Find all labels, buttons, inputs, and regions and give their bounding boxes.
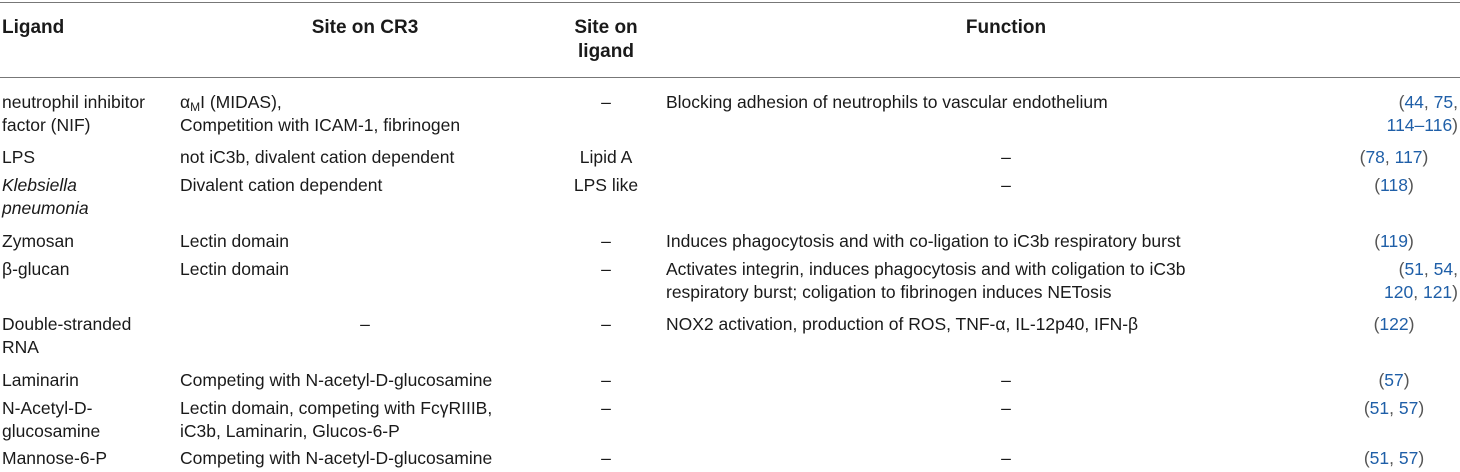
ref-paren: ( — [1378, 370, 1385, 390]
table-row-site-ligand: – — [601, 370, 611, 390]
table-row-function: – — [1001, 448, 1011, 468]
ligand-line: glucosamine — [2, 421, 101, 441]
table-row-site-cr3 — [180, 397, 550, 443]
table-row-refs — [1330, 174, 1458, 197]
ligand-line: pneumonia — [2, 198, 89, 218]
table-row-function: – — [1001, 147, 1011, 167]
ref-paren: ) — [1422, 147, 1429, 167]
ref-link[interactable]: 57 — [1384, 370, 1404, 390]
ref-sep: , — [1389, 398, 1399, 418]
function-line: Blocking adhesion of neutrophils to vascular endothelium — [666, 92, 1108, 112]
table-row-function: NOX2 activation, production of ROS, TNF-α, IL-12p40, IFN-β — [666, 314, 1139, 334]
header-site-on-ligand-line1: Site on — [574, 17, 638, 38]
table-row-function — [666, 258, 1286, 304]
function-line: Activates integrin, induces phagocytosis and with coligation to iC3b — [666, 259, 1186, 279]
header-site-on-ligand-line2: ligand — [578, 41, 634, 62]
header-site-on-ligand — [558, 16, 654, 64]
ref-paren: ) — [1418, 398, 1425, 418]
table-row-site-cr3: Divalent cation dependent — [180, 175, 383, 195]
ref-paren: ( — [1373, 314, 1380, 334]
site-cr3-line: Competition with ICAM-1, fibrinogen — [180, 115, 461, 135]
header-ligand: Ligand — [2, 17, 65, 38]
table-row-refs — [1330, 397, 1458, 420]
table-row-ligand: β-glucan — [2, 259, 70, 279]
table-row-ligand — [2, 174, 170, 220]
table-row-ligand — [2, 397, 170, 443]
header-rule — [0, 77, 1460, 78]
table-row-site-ligand: – — [601, 259, 611, 279]
table-row-function: – — [1001, 398, 1011, 418]
ligand-line: N-Acetyl-D- — [2, 398, 93, 418]
ref-sep: , — [1413, 282, 1423, 302]
ref-link[interactable]: 51 — [1369, 448, 1390, 468]
table-top-rule — [0, 2, 1460, 3]
table-row-ligand: Zymosan — [2, 231, 74, 251]
ref-sep: , — [1453, 259, 1458, 279]
ref-link[interactable]: 120 — [1384, 282, 1414, 302]
ligand-line: neutrophil inhibitor — [2, 92, 146, 112]
ref-sep: , — [1389, 448, 1399, 468]
ref-sep: , — [1423, 259, 1434, 279]
ref-link[interactable]: 117 — [1394, 147, 1423, 167]
table-row-ligand — [2, 313, 170, 359]
ref-paren: ( — [1398, 92, 1405, 112]
table-row-site-cr3: Lectin domain — [180, 231, 289, 251]
table-row-site-ligand: LPS like — [573, 175, 639, 195]
ligand-line: factor (NIF) — [2, 115, 91, 135]
ref-link[interactable]: 78 — [1365, 147, 1385, 167]
table-row-site-cr3: Competing with N-acetyl-D-glucosamine — [180, 370, 493, 390]
ref-paren: ) — [1418, 448, 1425, 468]
table-row-site-cr3: Lectin domain — [180, 259, 289, 279]
table-row-ligand — [2, 91, 170, 137]
table-row-ligand: Mannose-6-P — [2, 448, 108, 468]
header-site-on-cr3: Site on CR3 — [311, 17, 419, 38]
ref-link[interactable]: 57 — [1398, 398, 1419, 418]
table-row-refs — [1330, 313, 1458, 336]
ref-link[interactable]: 51 — [1404, 259, 1424, 279]
table-row-site-ligand: – — [601, 231, 611, 251]
table-row-refs — [1330, 258, 1458, 304]
ref-paren: ( — [1374, 175, 1381, 195]
ref-link[interactable]: 121 — [1422, 282, 1453, 302]
site-cr3-line — [180, 91, 550, 114]
ref-paren: ) — [1452, 115, 1458, 135]
ref-paren: ( — [1363, 398, 1370, 418]
ref-link[interactable]: 119 — [1380, 231, 1408, 251]
table-row-function: – — [1001, 370, 1011, 390]
ref-link[interactable]: 118 — [1380, 175, 1408, 195]
ref-paren: ) — [1403, 370, 1410, 390]
table-row-refs — [1330, 230, 1458, 253]
ligand-line: Double-stranded — [2, 314, 132, 334]
ligand-line: RNA — [2, 337, 39, 357]
site-cr3-line: Lectin domain, competing with FcγRIIIB, — [180, 398, 493, 418]
table-row-ligand: LPS — [2, 147, 36, 167]
ligand-line: Klebsiella — [2, 175, 77, 195]
ref-paren: ) — [1452, 282, 1458, 302]
table-row-site-ligand: – — [601, 448, 611, 468]
table-row-site-cr3: – — [360, 314, 370, 334]
ref-paren: ) — [1407, 231, 1414, 251]
ref-paren: ) — [1407, 175, 1414, 195]
table-row-function: Induces phagocytosis and with co-ligation to iC3b respiratory burst — [666, 231, 1181, 251]
ref-link[interactable]: 57 — [1398, 448, 1419, 468]
ref-sep: , — [1423, 92, 1434, 112]
ref-link[interactable]: 44 — [1404, 92, 1424, 112]
ref-sep: , — [1384, 147, 1395, 167]
table-row-site-ligand: – — [601, 398, 611, 418]
table-row-function: – — [1001, 175, 1011, 195]
ref-paren: ( — [1363, 448, 1370, 468]
alpha-symbol: α — [180, 92, 191, 112]
table-row-refs — [1330, 447, 1458, 470]
table-row-site-ligand: – — [601, 314, 611, 334]
table-row-site-cr3: not iC3b, divalent cation dependent — [180, 147, 455, 167]
subscript-m: M — [190, 100, 201, 114]
site-cr3-rest: I (MIDAS), — [200, 92, 282, 112]
ref-paren: ( — [1374, 231, 1381, 251]
ref-paren: ) — [1408, 314, 1415, 334]
ref-paren: ( — [1398, 259, 1405, 279]
site-cr3-line: iC3b, Laminarin, Glucos-6-P — [180, 421, 400, 441]
ref-link[interactable]: 51 — [1369, 398, 1390, 418]
function-line: respiratory burst; coligation to fibrinogen induces NETosis — [666, 282, 1112, 302]
table-row-refs — [1330, 146, 1458, 169]
table-row-refs — [1330, 91, 1458, 137]
table-row-site-ligand: – — [601, 92, 611, 112]
table-row-refs — [1330, 369, 1458, 392]
ref-sep: , — [1453, 92, 1458, 112]
ref-link[interactable]: 75 — [1433, 92, 1454, 112]
table-row-site-cr3: Competing with N-acetyl-D-glucosamine — [180, 448, 493, 468]
ref-paren: ( — [1359, 147, 1366, 167]
table-row-ligand: Laminarin — [2, 370, 79, 390]
table-row-site-cr3 — [180, 91, 550, 137]
ref-link[interactable]: 54 — [1433, 259, 1454, 279]
ref-link[interactable]: 114–116 — [1386, 115, 1453, 135]
header-function: Function — [965, 17, 1047, 38]
table-row-function — [666, 91, 1286, 114]
ref-link[interactable]: 122 — [1379, 314, 1409, 334]
table-row-site-ligand: Lipid A — [579, 147, 633, 167]
